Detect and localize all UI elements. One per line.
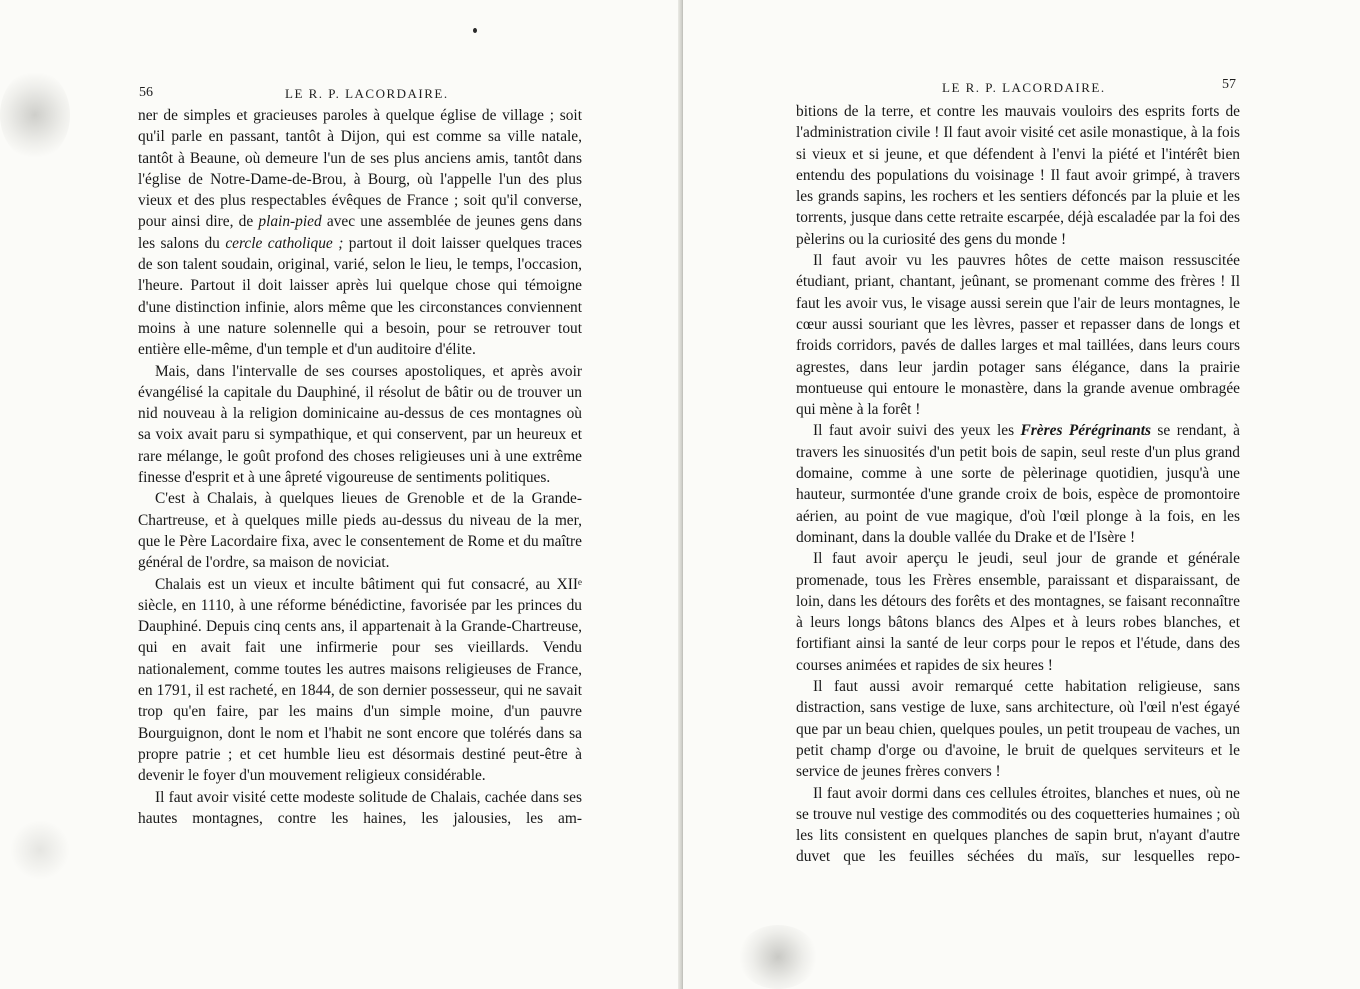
text-run: Il faut avoir visité cette modeste solitude de Chalais, cachée dans ses hautes montagnes, contre les haines, les jalousies, les am- xyxy=(138,788,582,827)
paragraph xyxy=(796,548,1240,676)
text-run: partout il doit laisser quelques traces de son talent soudain, original, varié, selon le lieu, le temps, l'occasion, l'heure. Partout il doit laisser après lui quelque chose qui témoigne d'une distinction infinie, alors même que les circonstances conviennent moins à une nature solennelle qui a besoin, pour se retrouver tout entière elle-même, d'un temple et d'un auditoire d'élite. xyxy=(138,234,583,359)
paragraph xyxy=(138,787,582,830)
ink-stain xyxy=(0,70,70,160)
text-run: Il faut avoir dormi dans ces cellules étroites, blanches et nues, où ne se trouve nul vestige des commodités ou des coquetteries humaines ; où les lits consistent en quelques planches de sapin brut, n'ayant d'autre duvet que les feuilles séchées du maïs, sur lesquelles repo- xyxy=(796,784,1240,866)
right-page xyxy=(683,0,1360,989)
paragraph xyxy=(138,574,582,787)
text-run: se rendant, à travers les sinuosités d'un petit bois de sapin, seul reste d'un plus grand domaine, comme à une sorte de pèlerinage quotidien, jusqu'à une hauteur, surmontée d'une grande croix de bois, espèce de promontoire aérien, au point de vue magique, d'où l'œil plonge à la fois, en les dominant, dans la double vallée du Drake et de l'Isère ! xyxy=(796,422,1240,546)
text-run: avec une assemblée de jeunes gens dans les salons du xyxy=(138,213,582,252)
text-run: Il faut avoir vu les pauvres hôtes de cette maison ressuscitée étudiant, priant, chantant, jeûnant, se promenant comme des frères ! Il faut les avoir vus, le visage aussi serein que l'air de leurs montagnes, le cœur aussi souriant que les lèvres, passer et repasser dans de longs et froids corridors, pavés de dalles larges et mal taillées, dans leurs cours agrestes, dans leur jardin potager sans élégance, dans la prairie montueuse qui entoure le monastère, dans la grande avenue ombragée qui mène à la forêt ! xyxy=(796,252,1240,419)
ink-stain xyxy=(738,925,818,989)
page-number: 56 xyxy=(139,85,153,100)
text-run: Il faut avoir aperçu le jeudi, seul jour de grande et générale promenade, tous les Frères ensemble, paraissant et disparaissant, de loin, dans les détours des forêts et des montagnes, se faisant reconnaître à leurs longs bâtons blancs des Alpes et à leurs robes blanches, et fortifiant ainsi la santé de leur corps pour le repos et l'étude, dans des courses animées et rapides de six heures ! xyxy=(796,550,1240,674)
text-run: Chalais est un vieux et inculte bâtiment qui fut consacré, au XIIᵉ siècle, en 1110, à une réforme bénédictine, favorisée par les princes du Dauphiné. Depuis cinq cents ans, il appartenait à la Grande-Chartreuse, qui en avait fait une infirmerie pour ses vieillards. Vendu nationalement, comme toutes les autres maisons religieuses de France, en 1791, il est racheté, en 1844, de son dernier possesseur, qui ne savait trop qu'en faire, par les mains d'un simple moine, d'un pauvre Bourguignon, dont le nom et l'habit ne sont encore que tolérés dans sa propre patrie ; et cet humble lieu est désormais destiné peut-être à devenir le foyer d'un mouvement religieux considérable. xyxy=(138,575,582,785)
page-number: 57 xyxy=(1222,77,1236,92)
ink-stain xyxy=(10,820,70,880)
paragraph xyxy=(138,361,582,489)
running-head: LE R. P. LACORDAIRE. xyxy=(942,80,1106,95)
page-body-text xyxy=(796,101,1240,868)
page-body-text xyxy=(138,105,582,829)
paragraph xyxy=(796,101,1240,250)
running-head: LE R. P. LACORDAIRE. xyxy=(285,86,449,101)
text-run: Il faut avoir suivi des yeux les xyxy=(813,422,1021,440)
text-run: ner de simples et gracieuses paroles à quelque église de village ; soit qu'il parle en passant, tantôt à Dijon, qui est comme sa ville natale, tantôt à Beaune, où demeure l'un de ses plus anciens amis, tantôt dans l'église de Notre-Dame-de-Brou, à Bourg, où l'appelle l'un des plus vieux et des plus respectables évêques de France ; soit qu'il converse, pour ainsi dire, de xyxy=(138,107,582,231)
paragraph xyxy=(138,488,582,573)
italic-phrase: Frères Pérégrinants xyxy=(1020,422,1151,440)
paragraph xyxy=(796,783,1240,868)
italic-phrase: plain-pied xyxy=(258,213,322,231)
text-run: Mais, dans l'intervalle de ses courses apostoliques, et après avoir évangélisé la capitale du Dauphiné, il résolut de bâtir ou de trouver un nid nouveau à la religion dominicaine au-dessus de ces montagnes où sa voix avait paru si sympathique, et qui conservent, par un heureux et rare mélange, le goût profond des choses religieuses uni à une extrême finesse d'esprit et à une âpreté vigoureuse de sentiments politiques. xyxy=(138,362,582,487)
italic-phrase: cercle catholique ; xyxy=(225,234,344,252)
paragraph xyxy=(796,250,1240,420)
paragraph xyxy=(138,105,582,361)
print-speck xyxy=(473,28,477,33)
text-run: bitions de la terre, et contre les mauvais vouloirs des esprits forts de l'administration civile ! Il faut avoir visité cet asile monastique, à la fois si vieux et si jeune, et que défendent à l'envi la piété et l'intérêt bien entendu des populations du voisinage ! Il faut avoir grimpé, à travers les grands sapins, les rochers et les sentiers défoncés par la pluie et les torrents, jusque dans cette retraite escarpée, déjà escaladée par la foi des pèlerins ou la curiosité des gens du monde ! xyxy=(796,103,1240,248)
text-run: Il faut aussi avoir remarqué cette habitation religieuse, sans distraction, sans vestige de luxe, sans architecture, où l'œil n'est égayé que par un beau chien, quelques poules, un petit troupeau de vaches, un petit champ d'orge ou d'avoine, le bruit de quelques serviteurs et le service de jeunes frères convers ! xyxy=(796,678,1240,781)
text-run: C'est à Chalais, à quelques lieues de Grenoble et de la Grande-Chartreuse, et à quelques mille pieds au-dessus du niveau de la mer, que le Père Lacordaire fixa, avec le consentement de Rome et du maître général de l'ordre, sa maison de noviciat. xyxy=(138,490,582,572)
paragraph xyxy=(796,420,1240,548)
paragraph xyxy=(796,676,1240,782)
